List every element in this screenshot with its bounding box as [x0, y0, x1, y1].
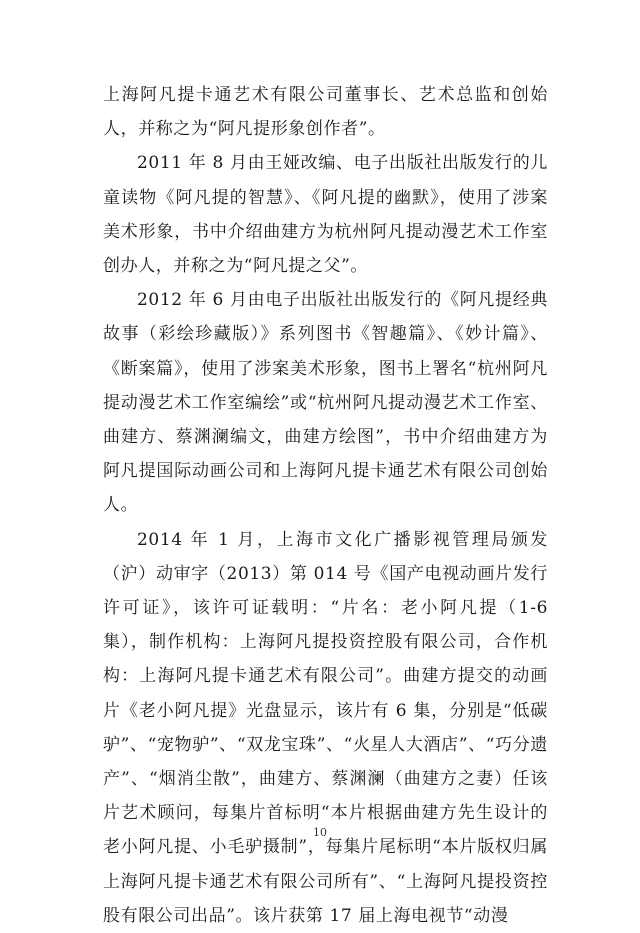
- paragraph-continuation: 上海阿凡提卡通艺术有限公司董事长、艺术总监和创始人，并称之为“阿凡提形象创作者”。: [103, 85, 548, 140]
- page-number: 10: [313, 826, 327, 839]
- paragraph-2014-animation: 2014 年 1 月，上海市文化广播影视管理局颁发（沪）动审字（2013）第 014 号《国产电视动画片发行许可证》，该许可证载明：“片名：老小阿凡提（1-6 集），制作机构：上海阿凡提投资控股有限公司，合作机构：上海阿凡提卡通艺术有限公司”。曲建方提交的动画片《老小阿凡提》光盘显示，该片有 6 集，分别是“低碳驴”、“宠物驴”、“双龙宝珠”、“火星人大酒店”、“巧分遗产”、“烟消尘散”，曲建方、蔡渊澜（曲建方之妻）任该片艺术顾问，每集片首标明“本片根据曲建方先生设计的老小阿凡提、小毛驴摄制”，每集片尾标明“本片版权归属上海阿凡提卡通艺术有限公司所有”、“上海阿凡提投资控股有限公司出品”。该片获第 17 届上海电视节“动漫: [103, 529, 548, 926]
- body-text: [103, 78, 548, 933]
- paragraph-2012-books: 2012 年 6 月由电子出版社出版发行的《阿凡提经典故事（彩绘珍藏版）》系列图书《智趣篇》、《妙计篇》、《断案篇》，使用了涉案美术形象，图书上署名“杭州阿凡提动漫艺术工作室编绘”或“杭州阿凡提动漫艺术工作室、曲建方、蔡渊澜编文，曲建方绘图”，书中介绍曲建方为阿凡提国际动画公司和上海阿凡提卡通艺术有限公司创始人。: [103, 290, 548, 516]
- paragraph-2011-books: 2011 年 8 月由王娅改编、电子出版社出版发行的儿童读物《阿凡提的智慧》、《阿凡提的幽默》，使用了涉案美术形象，书中介绍曲建方为杭州阿凡提动漫艺术工作室创办人，并称之为“阿凡提之父”。: [103, 153, 548, 277]
